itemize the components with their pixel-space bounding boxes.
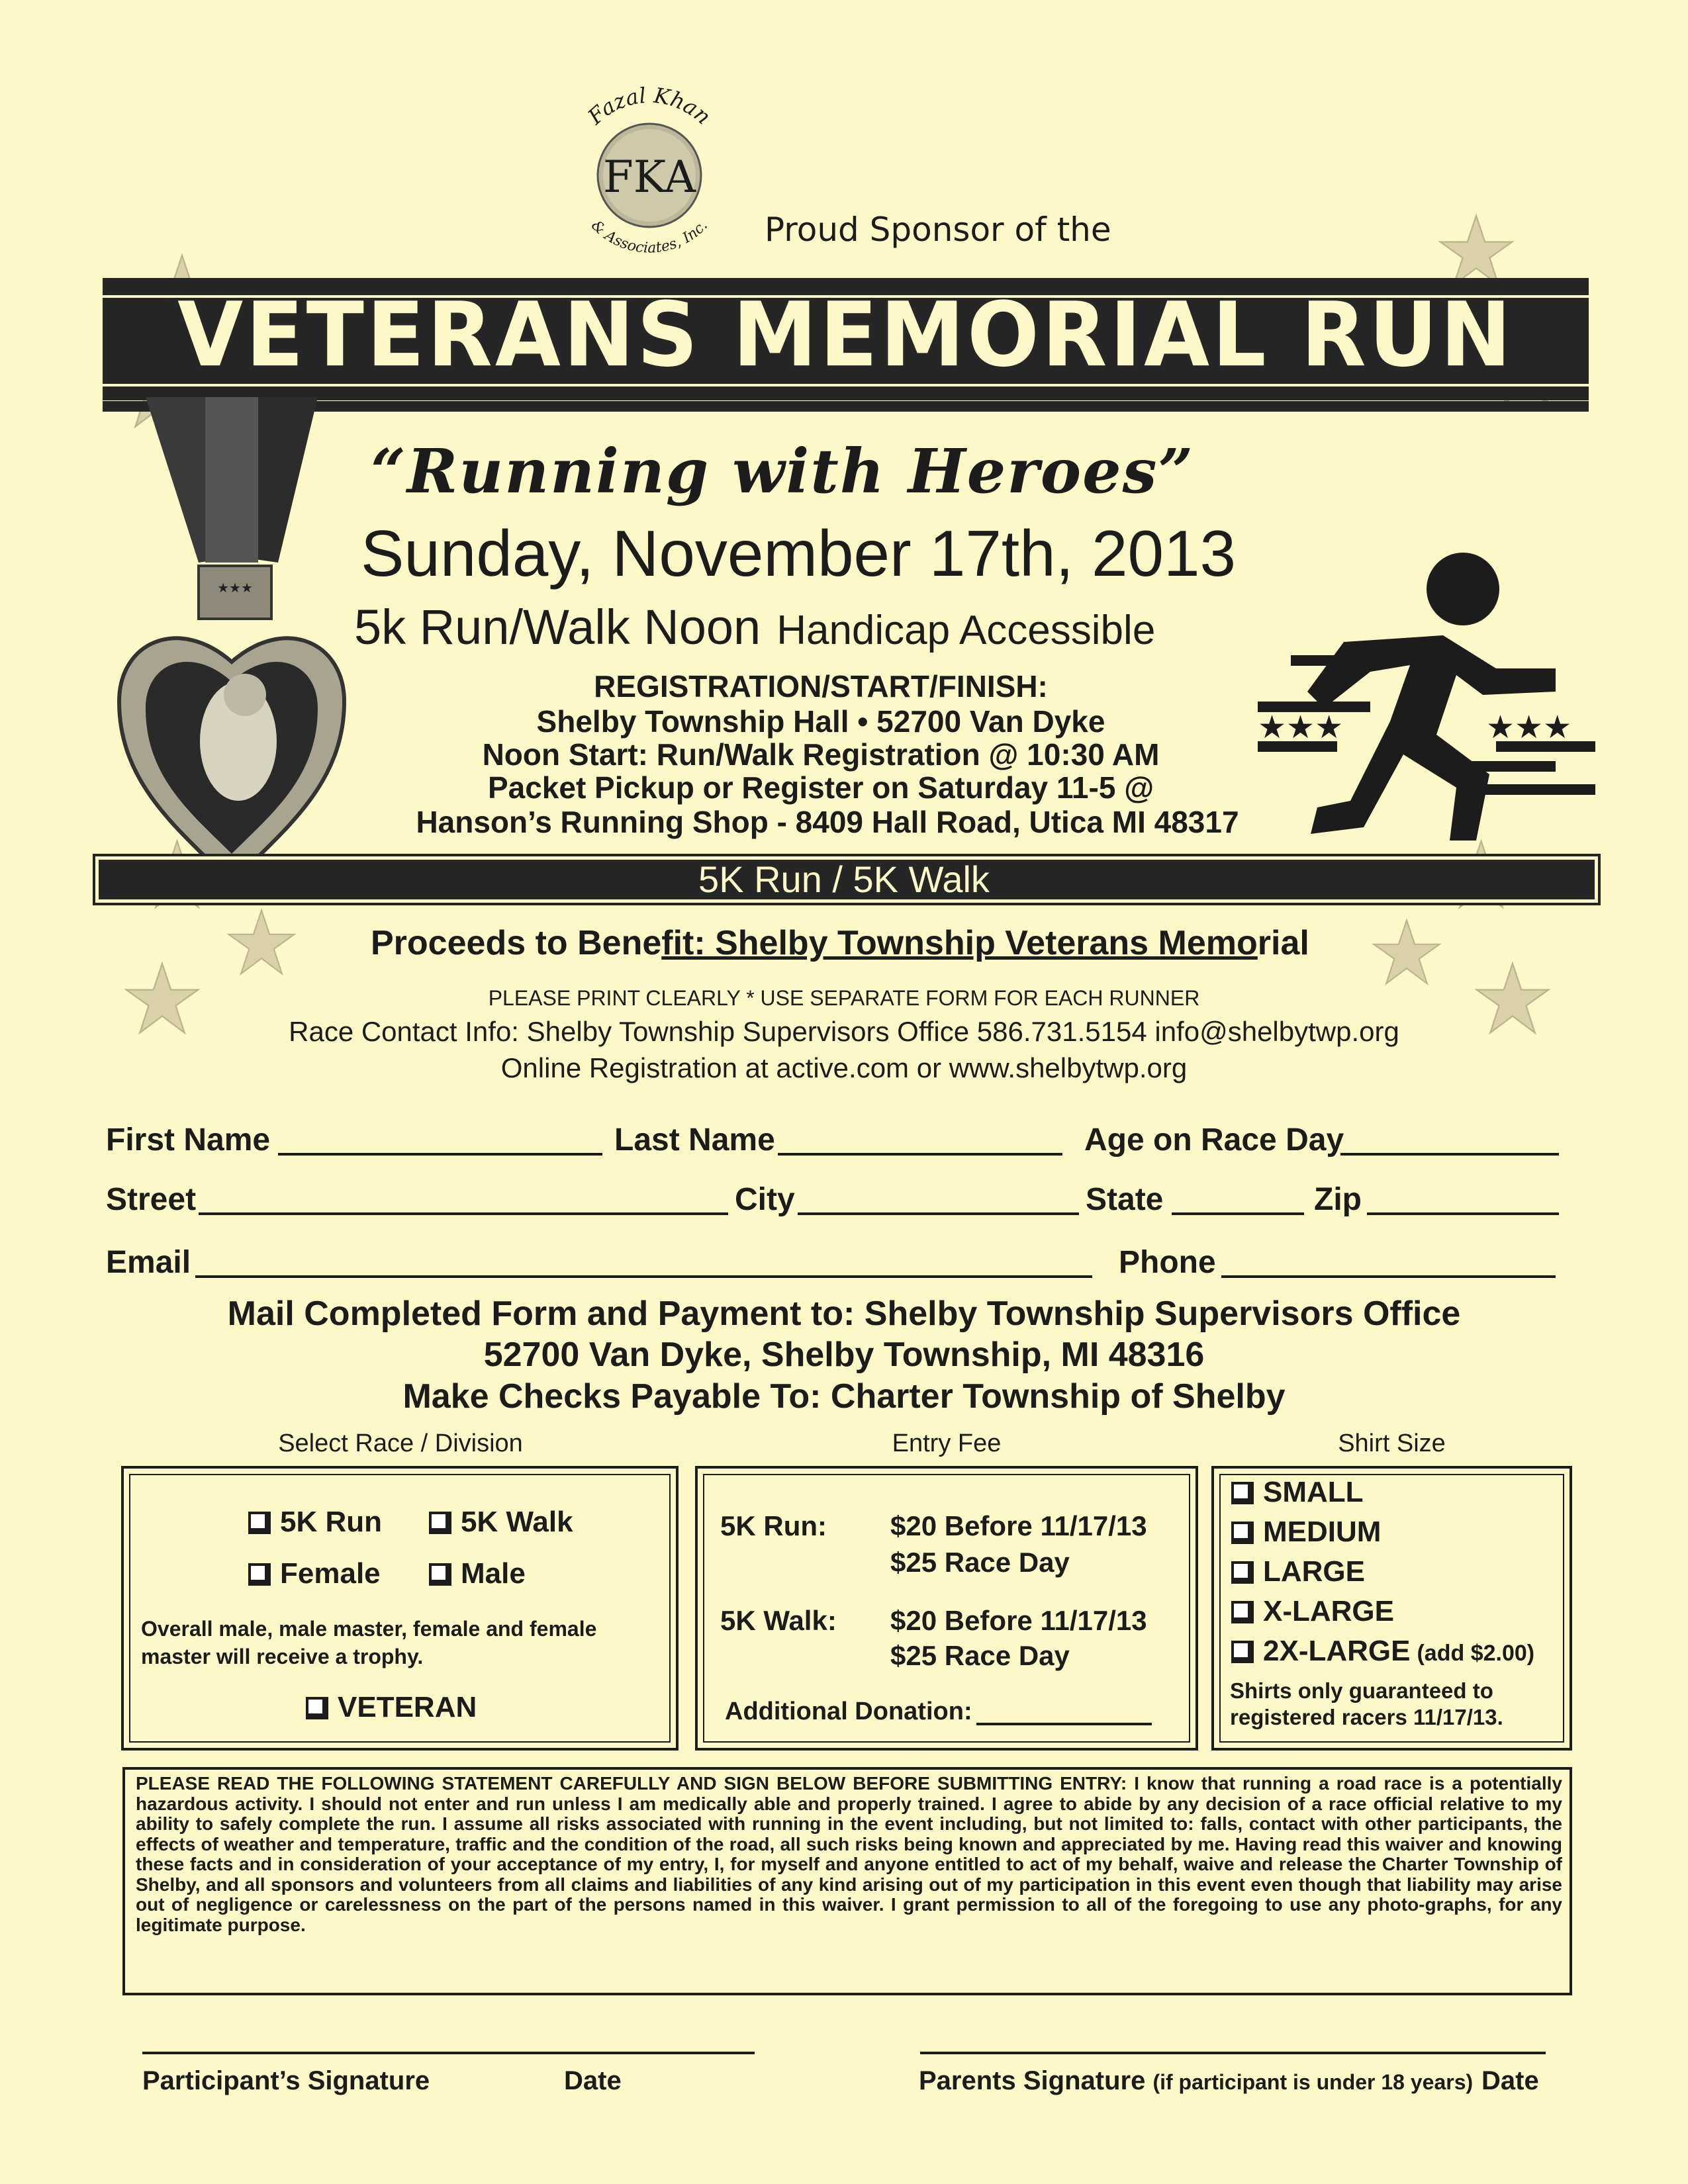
option-label: VETERAN — [338, 1691, 477, 1723]
division-heading: Select Race / Division — [278, 1430, 523, 1457]
sponsor-text: Proud Sponsor of the — [765, 210, 1111, 249]
checkbox[interactable] — [1231, 1641, 1254, 1663]
proceeds-underlined: fit: Shelby Township Veterans Memo — [661, 924, 1258, 962]
fee-run-day: $25 Race Day — [890, 1547, 1070, 1578]
checkbox[interactable] — [306, 1697, 328, 1719]
participant-signature-label: Participant’s Signature — [142, 2066, 430, 2095]
online-registration: Online Registration at active.com or www.shelbytwp.org — [500, 1052, 1188, 1083]
fee-run-early: $20 Before 11/17/13 — [890, 1510, 1147, 1541]
shirt-xlarge[interactable] — [1231, 1595, 1394, 1628]
logo-initials: FKA — [602, 152, 696, 203]
shirt-large[interactable] — [1231, 1555, 1365, 1588]
fee-run-label: 5K Run: — [720, 1510, 827, 1541]
runner-stars-left: ★★★ — [1258, 709, 1344, 746]
race-band-text: 5K Run / 5K Walk — [698, 858, 990, 900]
donation-label: Additional Donation: — [725, 1698, 972, 1725]
parents-date-label: Date — [1481, 2066, 1539, 2095]
xx-note: (add $2.00) — [1417, 1641, 1535, 1666]
proceeds-suffix: rial — [1257, 924, 1309, 962]
checkbox[interactable] — [248, 1512, 271, 1534]
option-label: SMALL — [1263, 1476, 1364, 1508]
runner-stars-right: ★★★ — [1486, 709, 1572, 746]
option-label: Male — [461, 1557, 526, 1590]
svg-text:Fazal Khan — [583, 83, 716, 130]
logo-arc-bottom: & Associates, Inc. — [587, 217, 712, 257]
shirt-2xlarge[interactable] — [1231, 1635, 1534, 1668]
checkbox[interactable] — [1231, 1482, 1254, 1504]
checkbox[interactable] — [429, 1512, 451, 1534]
donation-field[interactable] — [976, 1723, 1152, 1725]
runner-icon — [1244, 543, 1602, 854]
state-field[interactable] — [1172, 1212, 1304, 1215]
info-line-packet: Packet Pickup or Register on Saturday 11-5 @ — [487, 770, 1154, 805]
print-notice: PLEASE PRINT CLEARLY * USE SEPARATE FORM FOR EACH RUNNER — [488, 986, 1200, 1010]
checkbox[interactable] — [429, 1563, 451, 1586]
fka-logo — [553, 79, 745, 271]
slogan: “Running with Heroes” — [371, 435, 1195, 507]
email-field[interactable] — [195, 1275, 1092, 1278]
option-veteran[interactable] — [306, 1691, 477, 1724]
street-field[interactable] — [199, 1212, 728, 1215]
parents-signature-field[interactable] — [920, 2052, 1546, 2054]
mail-line-3: Make Checks Payable To: Charter Township of Shelby — [402, 1377, 1286, 1416]
option-female[interactable] — [248, 1557, 381, 1590]
last-name-label: Last Name — [614, 1122, 775, 1158]
logo-arc-top: Fazal Khan — [583, 82, 716, 130]
accessible-note: Handicap Accessible — [776, 608, 1156, 653]
phone-label: Phone — [1119, 1245, 1216, 1280]
parents-signature-text: Parents Signature — [919, 2066, 1146, 2095]
first-name-label: First Name — [106, 1122, 271, 1158]
shirt-heading: Shirt Size — [1338, 1430, 1446, 1457]
star-icon — [1370, 917, 1443, 989]
option-male[interactable] — [429, 1557, 526, 1590]
phone-field[interactable] — [1221, 1275, 1556, 1278]
fee-walk-early: $20 Before 11/17/13 — [890, 1605, 1147, 1636]
city-label: City — [735, 1182, 795, 1217]
option-label: MEDIUM — [1263, 1516, 1382, 1548]
fee-walk-day: $25 Race Day — [890, 1640, 1070, 1671]
info-line-shop: Hanson’s Running Shop - 8409 Hall Road, Utica MI 48317 — [416, 805, 1239, 839]
state-label: State — [1086, 1182, 1164, 1217]
race-time: 5k Run/Walk Noon — [354, 600, 761, 655]
star-icon — [225, 907, 298, 979]
mail-line-1: Mail Completed Form and Payment to: Shelby Township Supervisors Office — [227, 1295, 1461, 1333]
trophy-note: Overall male, male master, female and female master will receive a trophy. — [141, 1617, 597, 1668]
info-line-registration: REGISTRATION/START/FINISH: — [594, 669, 1048, 704]
option-5k-run[interactable] — [248, 1506, 382, 1539]
svg-text:★★★: ★★★ — [217, 580, 253, 596]
entry-fee-heading: Entry Fee — [892, 1430, 1002, 1457]
age-label: Age on Race Day — [1084, 1122, 1344, 1158]
waiver-text: PLEASE READ THE FOLLOWING STATEMENT CAREFULLY AND SIGN BELOW BEFORE SUBMITTING ENTRY: I know that running a road race is a potentially hazardous activity. I should not enter and run unless I am medically able and properly trained. I agree to abide by any decision of a race official relative to my ability to safely complete the run. I assume all risks associated with running in the event including, but not limited to: falls, contact with other participants, the effects of weather and temperature, traffic and the condition of the road, all such risks being known and appreciated by me. Having read this waiver and knowing these facts and in consideration of your acceptance of my entry, I, for myself and anyone entitled to act of my behalf, waive and release the Charter Township of Shelby, and all sponsors and volunteers from all claims and liabilities of any kind arising out of my participation in this event even though that liability may arise out of negligence or carelessness on the part of the persons named in this waiver. I grant permission to all of the foregoing to use any photo-graphs, for any legitimate purpose. — [136, 1773, 1562, 1935]
shirt-small[interactable] — [1231, 1476, 1364, 1509]
shirt-guarantee: Shirts only guaranteed to registered racers 11/17/13. — [1230, 1678, 1503, 1729]
checkbox[interactable] — [1231, 1522, 1254, 1544]
email-label: Email — [106, 1245, 191, 1280]
event-date: Sunday, November 17th, 2013 — [361, 517, 1237, 590]
parents-signature-label — [919, 2066, 1473, 2096]
option-label: Female — [280, 1557, 381, 1590]
contact-info: Race Contact Info: Shelby Township Supervisors Office 586.731.5154 info@shelbytwp.org — [289, 1016, 1399, 1047]
race-line — [354, 599, 1155, 655]
info-line-start: Noon Start: Run/Walk Registration @ 10:30 AM — [482, 737, 1160, 772]
option-label: X-LARGE — [1263, 1595, 1394, 1627]
option-label: 5K Walk — [461, 1506, 573, 1538]
checkbox[interactable] — [248, 1563, 271, 1586]
mail-line-2: 52700 Van Dyke, Shelby Township, MI 48316 — [483, 1336, 1205, 1374]
event-title: VETERANS MEMORIAL RUN — [177, 283, 1514, 387]
zip-field[interactable] — [1367, 1212, 1559, 1215]
last-name-field[interactable] — [778, 1153, 1062, 1156]
checkbox[interactable] — [1231, 1601, 1254, 1623]
option-label: 2X-LARGE — [1263, 1635, 1411, 1667]
proceeds-line — [371, 923, 1309, 963]
fee-walk-label: 5K Walk: — [720, 1605, 837, 1636]
participant-date-label: Date — [564, 2066, 622, 2095]
city-field[interactable] — [798, 1212, 1079, 1215]
street-label: Street — [106, 1182, 197, 1217]
age-field[interactable] — [1340, 1153, 1559, 1156]
info-line-location: Shelby Township Hall • 52700 Van Dyke — [536, 704, 1105, 739]
proceeds-prefix: Proceeds to Bene — [371, 924, 662, 962]
participant-signature-field[interactable] — [142, 2052, 755, 2054]
checkbox[interactable] — [1231, 1561, 1254, 1584]
purple-heart-medal-icon — [106, 397, 357, 887]
first-name-field[interactable] — [278, 1153, 602, 1156]
zip-label: Zip — [1314, 1182, 1362, 1217]
option-label: 5K Run — [280, 1506, 382, 1538]
option-5k-walk[interactable] — [429, 1506, 573, 1539]
option-label: LARGE — [1263, 1555, 1365, 1588]
shirt-medium[interactable] — [1231, 1516, 1381, 1549]
parents-note: (if participant is under 18 years) — [1152, 2070, 1474, 2094]
